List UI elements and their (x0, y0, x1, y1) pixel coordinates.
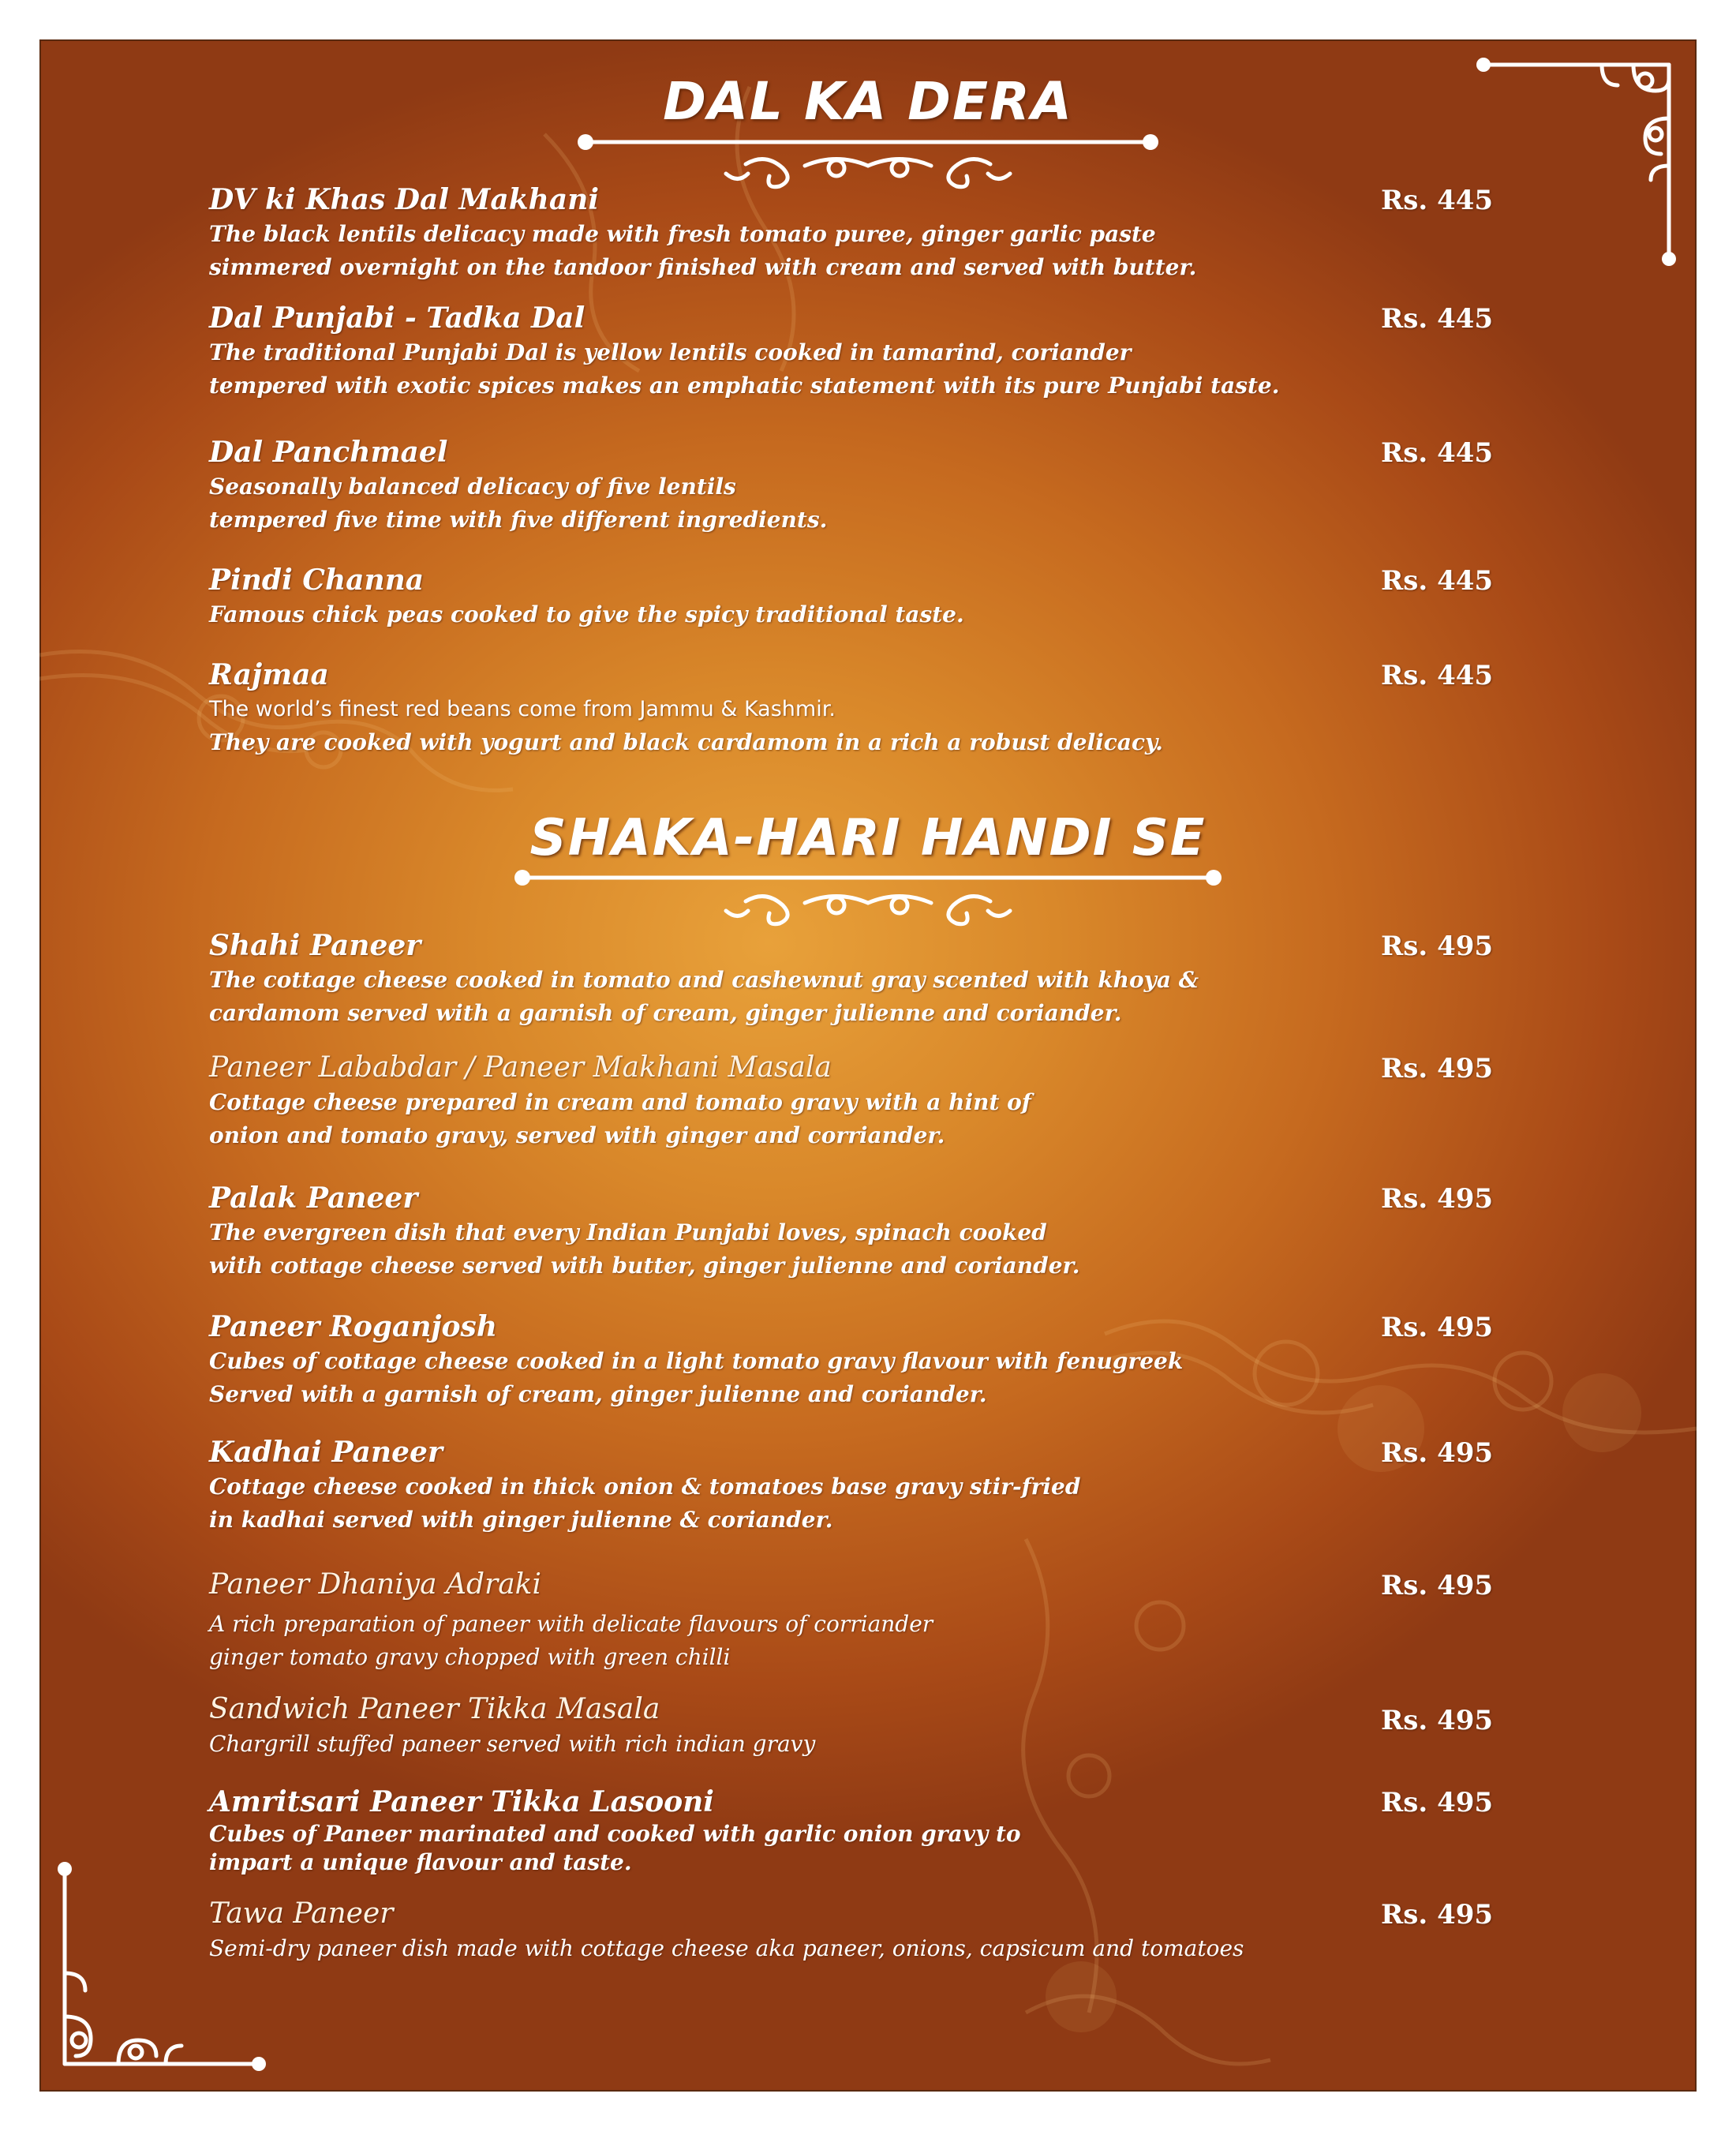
item-description (209, 1086, 1393, 1152)
description-line: in kadhai served with ginger julienne & coriander. (209, 1507, 833, 1533)
menu-item (209, 1434, 1393, 1537)
item-price: Rs. 445 (1381, 185, 1494, 216)
description-line: Semi-dry paneer dish made with cottage cheese aka paneer, onions, capsicum and tomatoes (209, 1935, 1244, 1961)
item-description (209, 1932, 1393, 1965)
description-line: Famous chick peas cooked to give the spicy traditional taste. (209, 601, 964, 627)
menu-item (209, 1180, 1393, 1283)
item-name: Dal Panchmael (209, 436, 448, 469)
description-line: tempered five time with five different ingredients. (209, 507, 828, 533)
description-line: Served with a garnish of cream, ginger julienne and coriander. (209, 1381, 987, 1407)
item-name: Rajmaa (209, 658, 329, 691)
item-description (209, 1470, 1393, 1537)
item-price: Rs. 495 (1381, 1437, 1494, 1469)
description-line: Seasonally balanced delicacy of five lentils (209, 474, 736, 500)
menu-item (209, 182, 1393, 284)
description-line: ginger tomato gravy chopped with green chilli (209, 1644, 731, 1670)
item-name: Tawa Paneer (209, 1897, 394, 1930)
description-line: The world’s finest red beans come from Jammu & Kashmir. (209, 697, 836, 721)
item-price: Rs. 495 (1381, 1312, 1494, 1343)
item-price: Rs. 495 (1381, 1183, 1494, 1215)
menu-item (209, 1567, 1393, 1674)
item-description (209, 1820, 1393, 1877)
description-line: The black lentils delicacy made with fresh tomato puree, ginger garlic paste (209, 221, 1156, 247)
description-line: Chargrill stuffed paneer served with rich indian gravy (209, 1731, 816, 1757)
item-price: Rs. 445 (1381, 660, 1494, 691)
item-description (209, 1345, 1393, 1411)
item-description (209, 1728, 1393, 1761)
item-name: Paneer Lababdar / Paneer Makhani Masala (209, 1051, 832, 1084)
item-price: Rs. 445 (1381, 303, 1494, 335)
item-name: Paneer Dhaniya Adraki (209, 1568, 542, 1601)
item-price: Rs. 495 (1381, 1053, 1494, 1084)
description-line: They are cooked with yogurt and black cardamom in a rich a robust delicacy. (209, 729, 1163, 755)
menu-item (209, 1896, 1393, 1965)
item-price: Rs. 495 (1381, 1787, 1494, 1818)
item-description (209, 1216, 1393, 1283)
menu-item (209, 300, 1393, 403)
description-line: A rich preparation of paneer with delicate flavours of corriander (209, 1611, 933, 1637)
description-line: Cottage cheese prepared in cream and tomato gravy with a hint of (209, 1089, 1031, 1115)
item-name: Shahi Paneer (209, 929, 421, 962)
description-line: impart a unique flavour and taste. (209, 1849, 632, 1875)
menu-item (209, 562, 1393, 631)
item-name: Paneer Roganjosh (209, 1310, 497, 1343)
item-description (209, 336, 1393, 403)
description-line: with cottage cheese served with butter, ginger julienne and coriander. (209, 1253, 1080, 1279)
menu-page (39, 39, 1697, 2092)
item-description (209, 964, 1393, 1030)
description-line: The cottage cheese cooked in tomato and cashewnut gray scented with khoya & (209, 967, 1199, 993)
description-line: Cubes of cottage cheese cooked in a light tomato gravy flavour with fenugreek (209, 1348, 1184, 1374)
item-name: Kadhai Paneer (209, 1436, 443, 1469)
item-price: Rs. 495 (1381, 1899, 1494, 1931)
item-description (209, 470, 1393, 537)
item-description (209, 693, 1393, 759)
menu-item (209, 434, 1393, 537)
section-title: SHAKA-HARI HANDI SE (529, 809, 1207, 867)
item-price: Rs. 445 (1381, 437, 1494, 469)
description-line: cardamom served with a garnish of cream, ginger julienne and coriander. (209, 1000, 1122, 1026)
description-line: The evergreen dish that every Indian Punjabi loves, spinach cooked (209, 1219, 1047, 1245)
item-name: Sandwich Paneer Tikka Masala (209, 1693, 660, 1725)
description-line: tempered with exotic spices makes an emphatic statement with its pure Punjabi taste. (209, 373, 1280, 399)
item-price: Rs. 495 (1381, 1570, 1494, 1601)
item-name: Dal Punjabi - Tadka Dal (209, 301, 586, 335)
menu-item (209, 1691, 1393, 1761)
item-name: DV ki Khas Dal Makhani (209, 183, 600, 216)
description-line: Cubes of Paneer marinated and cooked with garlic onion gravy to (209, 1821, 1021, 1847)
section-title: DAL KA DERA (663, 71, 1073, 132)
item-name: Palak Paneer (209, 1182, 418, 1215)
item-name: Pindi Channa (209, 564, 425, 597)
item-price: Rs. 445 (1381, 565, 1494, 597)
item-price: Rs. 495 (1381, 931, 1494, 962)
menu-item (209, 1784, 1393, 1877)
menu-item (209, 1309, 1393, 1411)
description-line: onion and tomato gravy, served with ginger and corriander. (209, 1122, 945, 1148)
item-price: Rs. 495 (1381, 1705, 1494, 1736)
menu-item (209, 927, 1393, 1030)
menu-item (209, 1050, 1393, 1152)
corner-ornament-bottom-left (47, 1855, 284, 2084)
menu-item (209, 657, 1393, 759)
item-description (209, 218, 1393, 284)
description-line: Cottage cheese cooked in thick onion & tomatoes base gravy stir-fried (209, 1474, 1081, 1500)
item-description (209, 1608, 1393, 1674)
item-description (209, 598, 1393, 631)
item-name: Amritsari Paneer Tikka Lasooni (209, 1785, 714, 1818)
description-line: simmered overnight on the tandoor finished with cream and served with butter. (209, 254, 1197, 280)
description-line: The traditional Punjabi Dal is yellow lentils cooked in tamarind, coriander (209, 339, 1132, 365)
